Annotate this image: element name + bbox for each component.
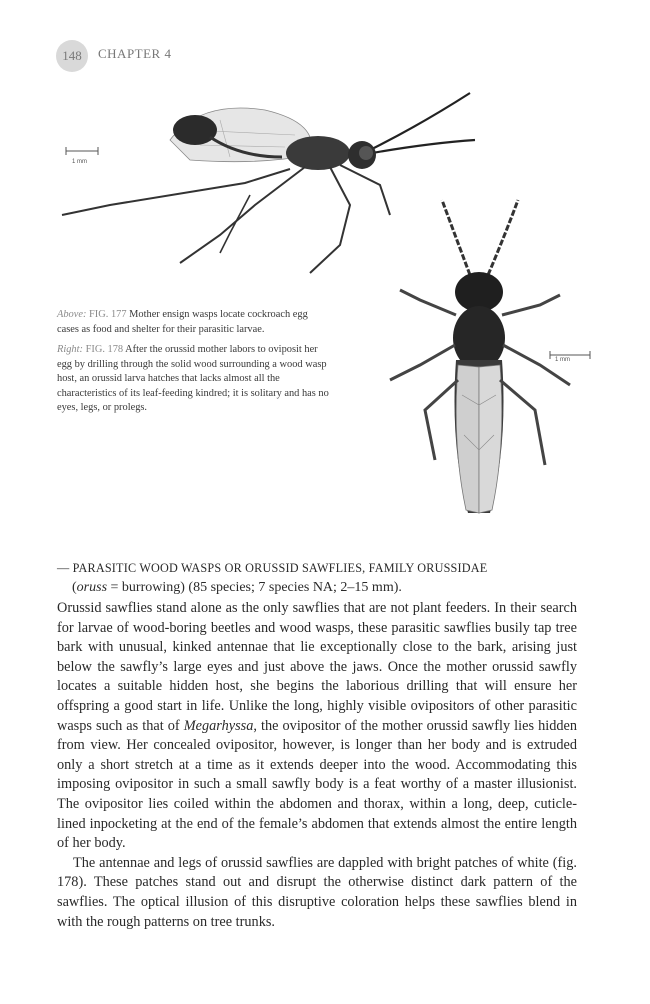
p1-part-a: Orussid sawflies stand alone as the only sawflies that are not plant feeders. In their search for larvae of wood-boring beetles and wood wasps, these parasitic sawflies busily tap tree bark with unusual, kinked antennae that lie exceptionally close to the bark, arising just below the sawfly’s large eyes and just above the jaws. Once the mother orussid sawfly locates a suitable hidden host, she begins the laborious drilling that will ensure her offspring a good start in life. Unlike the long, highly visible ovipositors of other parasitic wasps such as that of bbox=[57, 600, 577, 734]
body-text bbox=[57, 599, 577, 932]
sub-genus: oruss bbox=[76, 580, 108, 595]
sub-open: ( bbox=[72, 580, 77, 595]
section-heading: — PARASITIC WOOD WASPS OR ORUSSID SAWFLIES, FAMILY ORUSSIDAE bbox=[57, 561, 488, 575]
p1-genus: Megarhyssa bbox=[183, 717, 254, 734]
orussid-sawfly-illustration bbox=[380, 195, 610, 525]
page-number: 148 bbox=[56, 40, 88, 72]
scale-label-178: 1 mm bbox=[555, 357, 570, 363]
caption-fig-number: FIG. 178 bbox=[85, 344, 124, 355]
section-subheading bbox=[72, 580, 402, 596]
scale-label-177: 1 mm bbox=[72, 159, 87, 165]
p1-part-b: , the ovipositor of the mother orussid sawfly lies hidden from view. Her concealed ovipositor, however, is longer than her body and is extruded only a short stretch at a time as it extends deeper into the wood. Accommodating this imposing ovipositor in such a small sawfly body is a feat worthy of a master illusionist. The ovipositor lies coiled within the abdomen and thorax, within a long, deep, cuticle-lined inpocketing at the end of the female’s abdomen that extends almost the entire length of her body. bbox=[57, 717, 577, 852]
caption-fig177 bbox=[57, 308, 332, 337]
paragraph-1 bbox=[57, 599, 577, 854]
caption-text: After the orussid mother labors to oviposit her egg by drilling through the solid wood surrounding a wood wasp host, an orussid larva hatches that lacks almost all the characteristics of its leaf-feeding kindred; it is solitary and has no eyes, legs, or prolegs. bbox=[57, 344, 329, 413]
caption-fig178 bbox=[57, 343, 332, 416]
caption-text: Mother ensign wasps locate cockroach egg cases as food and shelter for their parasitic larvae. bbox=[57, 309, 308, 335]
sub-rest: = burrowing) (85 species; 7 species NA; 2–15 mm). bbox=[107, 580, 402, 595]
figure-captions bbox=[57, 308, 332, 422]
paragraph-2: The antennae and legs of orussid sawflies are dappled with bright patches of white (fig. 178). These patches stand out and disrupt the otherwise distinct dark pattern of the sawflies. The optical illusion of this disruptive coloration helps these sawflies blend in with the rough patterns on tree trunks. bbox=[57, 854, 577, 930]
caption-lead: Above: bbox=[57, 309, 87, 320]
chapter-title: CHAPTER 4 bbox=[98, 46, 172, 61]
caption-lead: Right: bbox=[57, 344, 83, 355]
caption-fig-number: FIG. 177 bbox=[89, 309, 127, 320]
scale-bar-177 bbox=[66, 147, 98, 155]
